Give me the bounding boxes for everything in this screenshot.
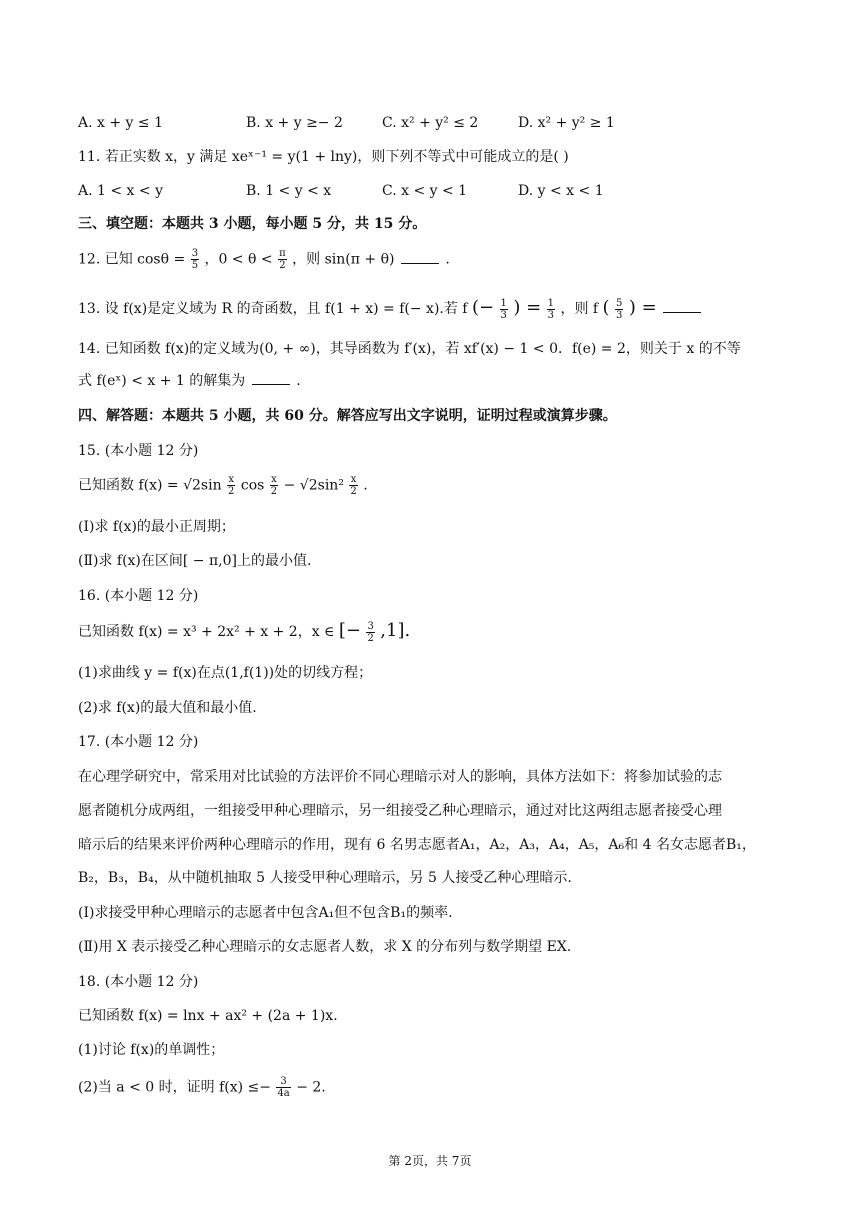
q12-fraction-cos: $\frac{3}{5}$	[191, 248, 199, 271]
q13	[78, 297, 703, 321]
q15-part-2: (Ⅱ)求 f(x)在区间[ − π,0]上的最小值.	[78, 553, 312, 569]
q13-fraction-1: $\frac{1}{3}$	[500, 297, 507, 321]
q16-func-b: [−	[338, 620, 361, 641]
section-4-heading: 四、解答题：本题共 5 小题，共 60 分。解答应写出文字说明，证明过程或演算步骤。	[78, 408, 617, 424]
q17-text-line-3: 暗示后的结果来评价两种心理暗示的作用，现有 6 名男志愿者A₁，A₂，A₃，A₄，A₅，A₆和 4 名女志愿者B₁，	[78, 837, 756, 853]
q10-option-c: C. x² + y² ≤ 2	[382, 115, 479, 131]
q16-fraction: $\frac{3}{2}$	[367, 620, 374, 644]
q14-line-1: 14. 已知函数 f(x)的定义域为(0, + ∞)，其导函数为 f′(x)，若 xf′(x) − 1 < 0．f(e) = 2，则关于 x 的不等	[78, 341, 741, 357]
q15-fraction-2: $\frac{x}{2}$	[270, 474, 278, 497]
q13-text-d: ，则 f	[560, 301, 599, 317]
q14-text-a: 式 f(eˣ) < x + 1 的解集为	[78, 373, 246, 389]
q12	[78, 248, 450, 271]
q15-function	[78, 474, 368, 497]
q12-answer-blank[interactable]	[401, 251, 439, 264]
q13-fraction-3: $\frac{5}{3}$	[616, 297, 623, 321]
section-3-heading: 三、填空题：本题共 3 小题，每小题 5 分，共 15 分。	[78, 216, 427, 232]
q12-text-a: 12. 已知 cosθ =	[78, 251, 186, 268]
q18-part-1: (1)讨论 f(x)的单调性；	[78, 1042, 225, 1058]
q16-part-2: (2)求 f(x)的最大值和最小值.	[78, 700, 257, 716]
q18-fraction: $\frac{3}{4a}$	[277, 1076, 290, 1099]
q17-part-2: (Ⅱ)用 X 表示接受乙种心理暗示的女志愿者人数，求 X 的分布列与数学期望 EX.	[78, 939, 572, 955]
q16-func-a: 已知函数 f(x) = x³ + 2x² + x + 2，x ∈	[78, 624, 335, 640]
q17-text-line-1: 在心理学研究中，常采用对比试验的方法评价不同心理暗示对人的影响，具体方法如下：将参加试验的志	[78, 769, 722, 785]
q15-fraction-3: $\frac{x}{2}$	[350, 474, 357, 497]
q18-part-2	[78, 1076, 326, 1099]
q13-text-b: (−	[471, 297, 495, 318]
q15-fraction-1: $\frac{x}{2}$	[228, 474, 235, 497]
q14-answer-blank[interactable]	[252, 372, 290, 385]
q11-option-b: B. 1 < y < x	[246, 183, 332, 199]
q18-function: 已知函数 f(x) = lnx + ax² + (2a + 1)x.	[78, 1008, 338, 1024]
q15-func-c: − √2sin²	[283, 477, 344, 494]
q17-part-1: (Ⅰ)求接受甲种心理暗示的志愿者中包含A₁但不包含B₁的频率.	[78, 905, 453, 921]
q13-text-f: ) =	[628, 297, 657, 318]
q13-answer-blank[interactable]	[663, 300, 701, 313]
q16-part-1: (1)求曲线 y = f(x)在点(1,f(1))处的切线方程；	[78, 665, 373, 681]
q13-text-a: 13. 设 f(x)是定义域为 R 的奇函数，且 f(1 + x) = f(− x).若 f	[78, 301, 468, 317]
q12-text-d: .	[445, 251, 450, 268]
q12-text-b: ，0 < θ <	[204, 251, 273, 268]
q14-line-2	[78, 370, 301, 392]
q13-fraction-2: $\frac{1}{3}$	[547, 297, 554, 321]
q13-text-e: (	[602, 297, 610, 318]
q11-option-d: D. y < x < 1	[518, 183, 604, 199]
q17-text-line-4: B₂，B₃，B₄，从中随机抽取 5 人接受甲种心理暗示，另 5 人接受乙种心理暗示.	[78, 870, 572, 886]
q18-heading: 18. (本小题 12 分)	[78, 974, 199, 990]
q11-stem: 11. 若正实数 x，y 满足 xeˣ⁻¹ = y(1 + lny)，则下列不等式中可能成立的是( )	[78, 149, 569, 165]
q15-func-d: .	[363, 477, 368, 494]
q10-option-d: D. x² + y² ≥ 1	[518, 115, 615, 131]
q15-heading: 15. (本小题 12 分)	[78, 443, 199, 459]
q17-text-line-2: 愿者随机分成两组，一组接受甲种心理暗示，另一组接受乙种心理暗示，通过对比这两组志愿者接受心理	[78, 803, 722, 819]
q15-part-1: (Ⅰ)求 f(x)的最小正周期；	[78, 519, 235, 535]
q16-function	[78, 620, 410, 644]
q11-option-c: C. x < y < 1	[382, 183, 468, 199]
q12-fraction-pi: $\frac{\pi}{2}$	[279, 248, 286, 271]
q10-option-a: A. x + y ≤ 1	[78, 115, 163, 131]
q18-part-2-text-b: − 2.	[296, 1079, 326, 1096]
q16-heading: 16. (本小题 12 分)	[78, 588, 199, 604]
q13-text-c: ) =	[513, 297, 542, 318]
q11-option-a: A. 1 < x < y	[78, 183, 163, 199]
q10-option-b: B. x + y ≥− 2	[246, 115, 343, 131]
q12-text-c: ，则 sin(π + θ)	[292, 251, 395, 268]
q15-func-a: 已知函数 f(x) = √2sin	[78, 477, 222, 494]
q17-heading: 17. (本小题 12 分)	[78, 734, 199, 750]
q15-func-b: cos	[240, 477, 265, 494]
q16-func-c: ,1].	[380, 620, 411, 641]
q18-part-2-text-a: (2)当 a < 0 时，证明 f(x) ≤−	[78, 1079, 271, 1096]
q14-text-b: .	[296, 373, 301, 389]
page-number: 第 2页，共 7页	[388, 1154, 472, 1168]
